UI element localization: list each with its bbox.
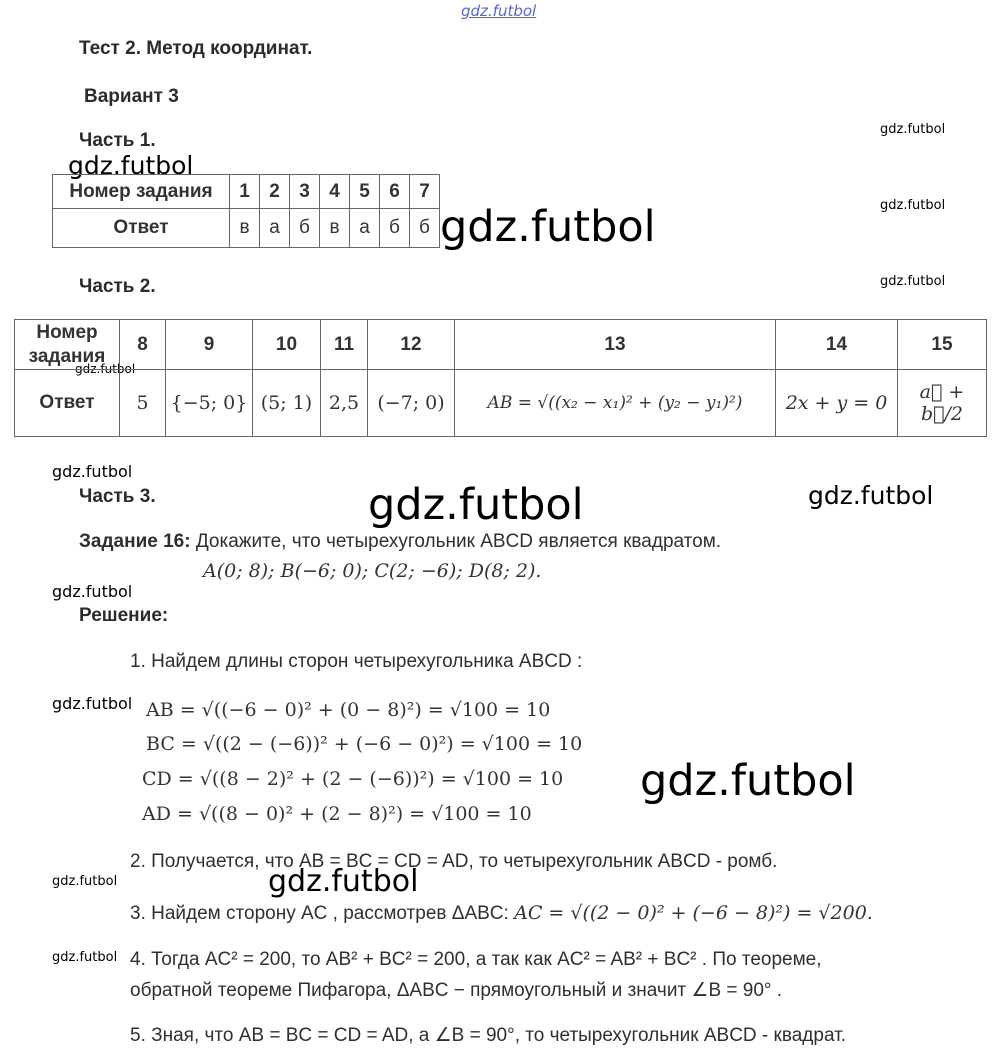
watermark-top[interactable]: gdz.futbol xyxy=(461,2,537,20)
watermark: gdz.futbol xyxy=(808,481,934,510)
part2-number: 10 xyxy=(253,320,321,370)
part1-header-answer: Ответ xyxy=(53,209,230,248)
solution-step-4b: обратной теореме Пифагора, ΔABC − прямоугольный и значит ∠B = 90° . xyxy=(130,980,783,1001)
part3-label: Часть 3. xyxy=(79,486,156,507)
watermark: gdz.futbol xyxy=(75,362,136,376)
task-points: A(0; 8); B(−6; 0); C(2; −6); D(8; 2). xyxy=(203,560,542,582)
watermark: gdz.futbol xyxy=(880,198,946,213)
part1-number: 6 xyxy=(380,175,410,209)
watermark: gdz.futbol xyxy=(880,274,946,289)
part2-number: 15 xyxy=(898,320,987,370)
page-title: Тест 2. Метод координат. xyxy=(79,38,313,59)
part2-answer: 5 xyxy=(120,370,166,437)
watermark: gdz.futbol xyxy=(368,480,584,530)
part1-answer: в xyxy=(320,209,350,248)
part2-label: Часть 2. xyxy=(79,276,156,297)
task-text: Докажите, что четырехугольник ABCD является квадратом. xyxy=(195,531,722,552)
part1-answer: а xyxy=(350,209,380,248)
part1-table xyxy=(52,174,440,248)
variant-label: Вариант 3 xyxy=(84,86,179,107)
watermark: gdz.futbol xyxy=(52,582,133,601)
part2-answer: (5; 1) xyxy=(253,370,321,437)
solution-label: Решение: xyxy=(79,605,169,626)
equation-ab: AB = √((−6 − 0)² + (0 − 8)²) = √100 = 10 xyxy=(146,699,551,721)
watermark: gdz.futbol xyxy=(52,694,133,713)
part1-answer: б xyxy=(290,209,320,248)
part2-number: 11 xyxy=(321,320,368,370)
solution-step-4a: 4. Тогда AC² = 200, то AB² + BC² = 200, а так как AC² = AB² + BC² . По теореме, xyxy=(130,949,822,970)
part1-number: 4 xyxy=(320,175,350,209)
watermark: gdz.futbol xyxy=(640,756,856,806)
part1-answer: в xyxy=(230,209,260,248)
equation-bc: BC = √((2 − (−6))² + (−6 − 0)²) = √100 = 10 xyxy=(146,733,583,755)
part1-header-task: Номер задания xyxy=(53,175,230,209)
part1-label: Часть 1. xyxy=(79,130,156,151)
task-16 xyxy=(79,531,721,553)
step3-text: 3. Найдем сторону AC , рассмотрев ΔABC: xyxy=(130,903,509,924)
watermark: gdz.futbol xyxy=(880,122,946,137)
part2-number: 8 xyxy=(120,320,166,370)
solution-step-5: 5. Зная, что AB = BC = CD = AD, а ∠B = 90°, то четырехугольник ABCD - квадрат. xyxy=(130,1025,846,1046)
part1-number: 3 xyxy=(290,175,320,209)
part2-answer: 2x + y = 0 xyxy=(776,370,898,437)
part2-number: 9 xyxy=(166,320,253,370)
part2-number: 13 xyxy=(455,320,776,370)
equation-ad: AD = √((8 − 0)² + (2 − 8)²) = √100 = 10 xyxy=(142,803,532,825)
part2-answer: (−7; 0) xyxy=(368,370,455,437)
watermark: gdz.futbol xyxy=(268,864,419,899)
watermark: gdz.futbol xyxy=(52,874,118,889)
part2-answer: AB = √((x₂ − x₁)² + (y₂ − y₁)²) xyxy=(455,370,776,437)
part1-number: 1 xyxy=(230,175,260,209)
part2-number: 14 xyxy=(776,320,898,370)
part1-number: 2 xyxy=(260,175,290,209)
part1-answer: б xyxy=(410,209,440,248)
part2-header-task: Номер задания xyxy=(15,320,120,370)
part2-header-answer: Ответ xyxy=(15,370,120,437)
equation-cd: CD = √((8 − 2)² + (2 − (−6))²) = √100 = 10 xyxy=(142,768,564,790)
part2-answer: 2,5 xyxy=(321,370,368,437)
part2-table xyxy=(14,319,987,437)
part1-number: 5 xyxy=(350,175,380,209)
part1-number: 7 xyxy=(410,175,440,209)
solution-step-2: 2. Получается, что AB = BC = CD = AD, то четырехугольник ABCD - ромб. xyxy=(130,851,778,872)
watermark: gdz.futbol xyxy=(440,202,656,252)
part2-answer: a⃗ + b⃗/2 xyxy=(898,370,987,437)
step3-equation: AC = √((2 − 0)² + (−6 − 8)²) = √200. xyxy=(514,902,873,924)
solution-step-3 xyxy=(130,902,873,925)
watermark: gdz.futbol xyxy=(68,151,194,180)
solution-step-1: 1. Найдем длины сторон четырехугольника ABCD : xyxy=(130,651,583,672)
task-label: Задание 16: xyxy=(79,531,191,552)
watermark: gdz.futbol xyxy=(52,950,118,965)
part2-number: 12 xyxy=(368,320,455,370)
part2-answer: {−5; 0} xyxy=(166,370,253,437)
watermark: gdz.futbol xyxy=(52,462,133,481)
part1-answer: б xyxy=(380,209,410,248)
part1-answer: а xyxy=(260,209,290,248)
